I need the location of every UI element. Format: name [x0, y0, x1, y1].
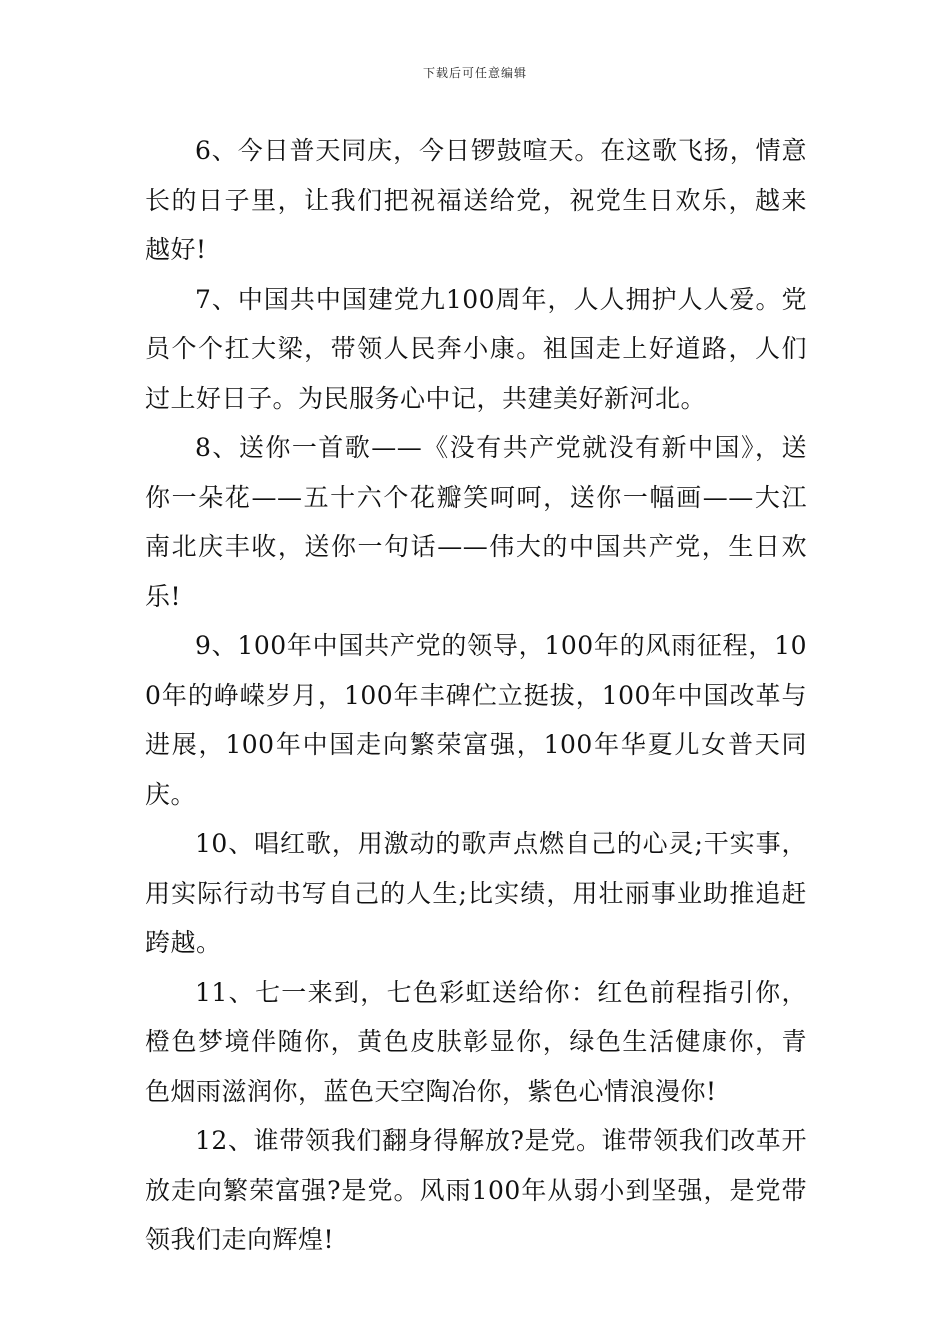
paragraph-10: 10、唱红歌，用激动的歌声点燃自己的心灵;干实事，用实际行动书写自己的人生;比实绩，用壮丽事业助推追赶跨越。 — [145, 829, 807, 957]
document-body — [145, 126, 807, 1265]
paragraph-12: 12、谁带领我们翻身得解放?是党。谁带领我们改革开放走向繁荣富强?是党。风雨100年从弱小到坚强，是党带领我们走向辉煌! — [145, 1126, 807, 1254]
paragraph-6: 6、今日普天同庆，今日锣鼓喧天。在这歌飞扬，情意长的日子里，让我们把祝福送给党，祝党生日欢乐，越来越好! — [145, 136, 807, 264]
paragraph-8: 8、送你一首歌——《没有共产党就没有新中国》，送你一朵花——五十六个花瓣笑呵呵，送你一幅画——大江南北庆丰收，送你一句话——伟大的中国共产党，生日欢乐! — [145, 433, 807, 611]
page-header-note: 下载后可任意编辑 — [422, 66, 527, 80]
paragraph-11: 11、七一来到，七色彩虹送给你：红色前程指引你，橙色梦境伴随你，黄色皮肤彰显你，绿色生活健康你，青色烟雨滋润你，蓝色天空陶冶你，紫色心情浪漫你! — [145, 977, 807, 1106]
paragraph-7: 7、中国共中国建党九100周年，人人拥护人人爱。党员个个扛大梁，带领人民奔小康。祖国走上好道路，人们过上好日子。为民服务心中记，共建美好新河北。 — [145, 284, 807, 413]
paragraph-9: 9、100年中国共产党的领导，100年的风雨征程，100年的峥嵘岁月，100年丰碑伫立挺拔，100年中国改革与进展，100年中国走向繁荣富强，100年华夏儿女普天同庆。 — [145, 631, 807, 809]
